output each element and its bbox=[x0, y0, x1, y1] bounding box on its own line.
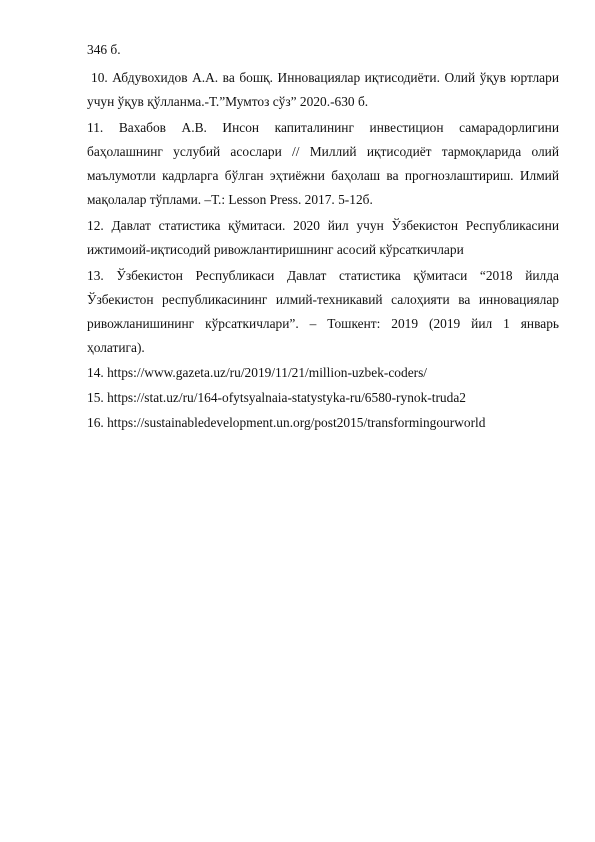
reference-item-11: 11. Вахабов А.В. Инсон капиталининг инвестицион самарадорлигини баҳолашнинг услубий асослари // Миллий иқтисодиёт тармоқларида олий маълумотли кадрларга бўлган эҳтиёжни баҳолаш ва прогнозлаштириш. Илмий мақолалар тўплами. –Т.: Lesson Press. 2017. 5-12б. bbox=[87, 120, 559, 207]
reference-item-12: 12. Давлат статистика қўмитаси. 2020 йил учун Ўзбекистон Республикасини ижтимоий-иқтисодий ривожлантиришнинг асосий кўрсаткичлари bbox=[87, 218, 559, 257]
reference-item-10: 10. Абдувохидов А.А. ва бошқ. Инновациялар иқтисодиёти. Олий ўқув юртлари учун ўқув қўлланма.-Т.”Мумтоз сўз” 2020.-630 б. bbox=[87, 70, 559, 109]
reference-list bbox=[87, 38, 559, 435]
reference-item-14: 14. https://www.gazeta.uz/ru/2019/11/21/million-uzbek-coders/ bbox=[87, 365, 428, 380]
reference-item-13: 13. Ўзбекистон Республикаси Давлат статистика қўмитаси “2018 йилда Ўзбекистон республикасининг илмий-техникавий салоҳияти ва инновациялар ривожланишининг кўрсаткичлари”. – Тошкент: 2019 (2019 йил 1 январь ҳолатига). bbox=[87, 268, 559, 355]
reference-item-16: 16. https://sustainabledevelopment.un.org/post2015/transformingourworld bbox=[87, 415, 486, 430]
reference-item-15: 15. https://stat.uz/ru/164-ofytsyalnaia-statystyka-ru/6580-rynok-truda2 bbox=[87, 390, 466, 405]
reference-continuation: 346 б. bbox=[87, 42, 121, 57]
